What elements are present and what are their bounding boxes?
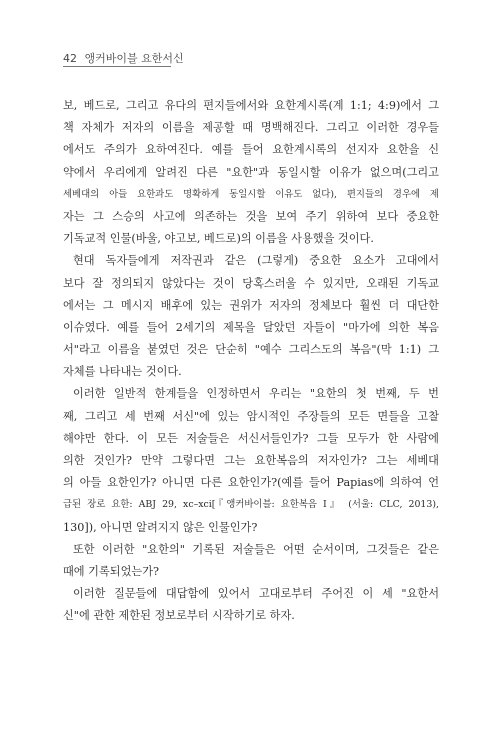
text-line-p2-l3: 에서는 그 메시지 배후에 있는 권위가 저자의 정체보다 훨씬 더 대단한 <box>63 298 439 312</box>
running-title: 앵커바이블 요한서신 <box>84 52 184 65</box>
text-line-p1-l3: 에서도 주의가 요하여진다. 예를 들어 요한계시록의 선지자 요한을 신 <box>63 143 439 157</box>
text-line-p2-l2: 보다 잘 정의되지 않았다는 것이 당혹스러울 수 있지만, 오래된 기독교 <box>63 276 439 290</box>
text-line-p3-l5: 의 아들 요한인가? 아니면 다른 요한인가?(예를 들어 Papias에 의하여 언 <box>63 476 439 490</box>
text-line-p5-l2: 신"에 관한 제한된 정보로부터 시작하기로 하자. <box>63 609 295 623</box>
text-line-p2-l6: 자체를 나타내는 것이다. <box>63 365 182 379</box>
text-line-p4-l2: 때에 기록되었는가? <box>63 564 160 578</box>
text-line-p3-l2: 째, 그리고 세 번째 서신"에 있는 암시적인 주장들의 모든 면들을 고찰 <box>63 409 439 423</box>
text-line-p3-l7: 130]), 아니면 알려지지 않은 인물인가? <box>63 520 258 534</box>
text-line-p1-l4: 약에서 우리에게 알려진 다른 "요한"과 동일시할 이유가 없으며(그리고 <box>63 165 439 179</box>
text-line-p1-l5: 세베대의 아들 요한과도 명확하게 동일시할 이유도 없다), 편지들의 경우에 제 <box>63 188 439 200</box>
text-line-p4-l1: 또한 이러한 "요한의" 기록된 저술들은 어떤 순서이며, 그것들은 같은 <box>73 542 439 556</box>
running-header <box>63 50 184 66</box>
text-line-p1-l1: 보, 베드로, 그리고 유다의 편지들에서와 요한계시록(계 1:1; 4:9)에서 그 <box>63 99 439 112</box>
text-line-p2-l5: 서"라고 이름을 붙였던 것은 단순히 "예수 그리스도의 복음"(막 1:1) 그 <box>63 343 439 357</box>
text-line-p2-l1: 현대 독자들에게 저작권과 같은 (그렇게) 중요한 요소가 고대에서 <box>73 254 439 268</box>
text-line-p3-l6: 급된 장로 요한: ABJ 29, xc–xci[『앵커바이블: 요한복음 Ⅰ』 (서울: CLC, 2013), <box>63 499 439 511</box>
text-line-p2-l4: 이슈였다. 예를 들어 2세기의 제목을 달았던 자들이 "마가에 의한 복음 <box>63 320 439 334</box>
text-line-p3-l4: 의한 것인가? 만약 그렇다면 그는 요한복음의 저자인가? 그는 세베대 <box>63 454 439 467</box>
text-line-p5-l1: 이러한 질문들에 대답함에 있어서 고대로부터 주어진 이 세 "요한서 <box>73 587 439 601</box>
text-line-p3-l3: 해야만 한다. 이 모든 저술들은 서신서들인가? 그들 모두가 한 사람에 <box>63 431 439 445</box>
text-line-p1-l7: 기독교적 인물(바울, 야고보, 베드로)의 이름을 사용했을 것이다. <box>63 232 374 246</box>
header-rule <box>63 66 171 67</box>
text-line-p1-l6: 자는 그 스승의 사고에 의존하는 것을 보여 주기 위하여 보다 중요한 <box>63 209 439 223</box>
text-line-p3-l1: 이러한 일반적 한계들을 인정하면서 우리는 "요한의 첫 번째, 두 번 <box>73 387 439 401</box>
page-number: 42 <box>63 52 77 65</box>
text-line-p1-l2: 책 자체가 저자의 이름을 제공할 때 명백해진다. 그리고 이러한 경우들 <box>63 121 439 135</box>
body-text <box>63 95 439 628</box>
